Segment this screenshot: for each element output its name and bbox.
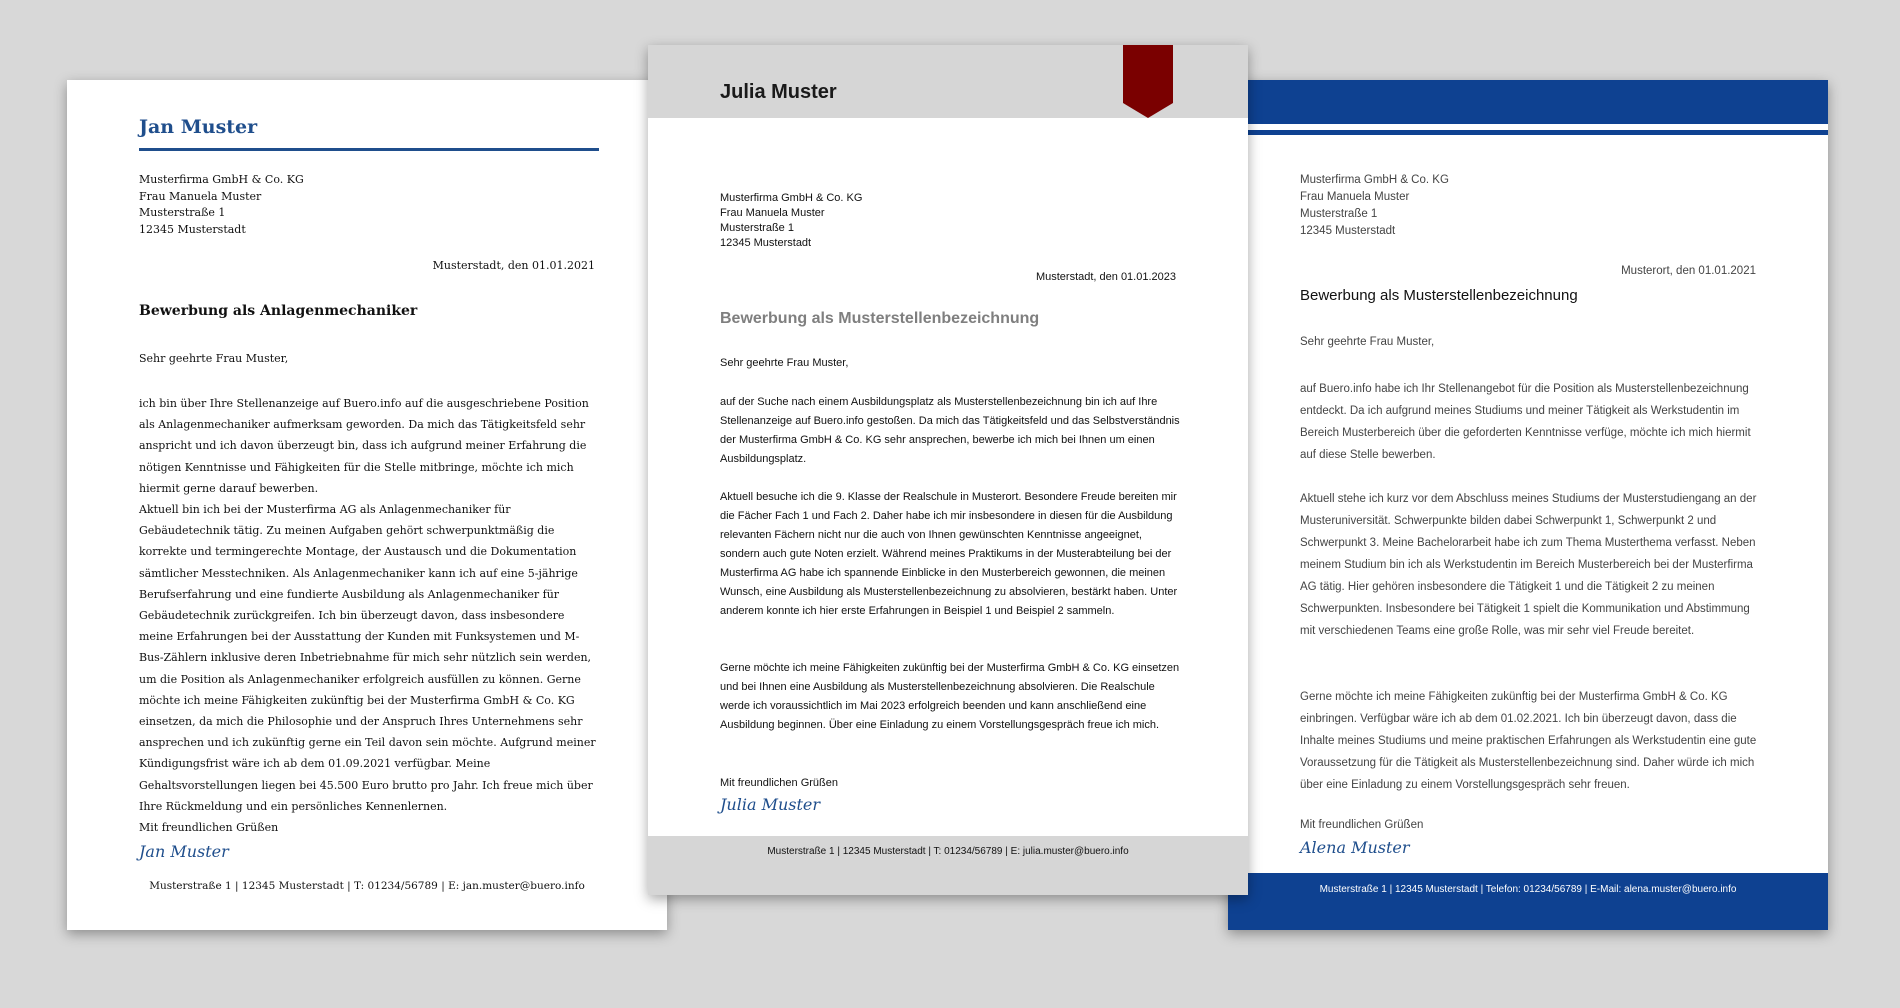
body-paragraph: auf der Suche nach einem Ausbildungsplatz als Musterstellenbezeichnung bin ich auf Ihre Stellenanzeige auf Buero.info gestoßen. Da mich das Tätigkeitsfeld und das Selbstverständnis der Musterfirma GmbH & Co. KG sehr ansprechen, bewerbe ich mich bei Ihnen um einen Ausbildungsplatz. [720, 396, 1180, 465]
recipient-address [1300, 172, 1449, 240]
letter-julia-muster [648, 45, 1248, 895]
letter-subject: Bewerbung als Musterstellenbezeichnung [1300, 287, 1578, 304]
sender-name: Julia Muster [720, 81, 837, 103]
salutation: Sehr geehrte Frau Muster, [1300, 336, 1435, 348]
closing: Mit freundlichen Grüßen [139, 821, 279, 834]
address-line: Musterstraße 1 [1300, 208, 1378, 220]
address-line: Frau Manuela Muster [720, 207, 825, 219]
letter-date: Musterstadt, den 01.01.2023 [1035, 271, 1176, 283]
body-paragraph: Aktuell besuche ich die 9. Klasse der Realschule in Musterort. Besondere Freude bereiten mir die Fächer Fach 1 und Fach 2. Daher habe ich mir insbesondere in diesen für die Ausbildung relevanten Fächern nicht nur die auch von Ihnen gewünschten Kenntnisse angeeignet, sondern auch gute Noten erzielt. Während meines Praktikums in der Musterabteilung bei der Musterfirma AG habe ich spannende Einblicke in den Musterbereich gewonnen, die meinen Wunsch, eine Ausbildung als Musterstellenbezeichnung zu absolvieren, bestärkt haben. Unter anderem konnte ich hier erste Erfahrungen in Beispiel 1 und Beispiel 2 sammeln. [720, 491, 1178, 617]
body-paragraph: ich bin über Ihre Stellenanzeige auf Buero.info auf die ausgeschriebene Position als Anlagenmechaniker aufmerksam geworden. Da mich das Tätigkeitsfeld sehr anspricht und ich davon überzeugt bin, dass ich aufgrund meiner Erfahrung die nötigen Kenntnisse und Fähigkeiten für die Stelle mitbringe, möchte ich mich hiermit gerne darauf bewerben. [139, 397, 589, 495]
address-line: Musterfirma GmbH & Co. KG [1300, 174, 1449, 186]
closing: Mit freundlichen Grüßen [1300, 819, 1424, 831]
footer-band [648, 836, 1248, 895]
body-paragraph: auf Buero.info habe ich Ihr Stellenangebot für die Position als Musterstellenbezeichnung entdeckt. Da ich aufgrund meines Studiums und meiner Tätigkeit als Werkstudentin im Bereich Musterbereich über die geforderten Kenntnisse verfüge, möchte ich mich hiermit auf diese Stelle bewerben. [1300, 383, 1751, 461]
salutation: Sehr geehrte Frau Muster, [720, 357, 849, 369]
address-line: Musterfirma GmbH & Co. KG [720, 192, 863, 204]
address-line: Frau Manuela Muster [1300, 191, 1410, 203]
letter-alena-muster [1228, 80, 1828, 930]
address-line: 12345 Musterstadt [139, 222, 246, 236]
body-paragraph: Aktuell bin ich bei der Musterfirma AG als Anlagenmechaniker für Gebäudetechnik tätig. Zu meinen Aufgaben gehört schwerpunktmäßig die korrekte und termingerechte Montage, der Austausch und die Dokumentation sämtlicher Messtechniken. Als Anlagenmechaniker kann ich auf eine 5-jährige Berufserfahrung und eine fundierte Ausbildung als Anlagenmechaniker für Gebäudetechnik zurückgreifen. Ich bin überzeugt davon, dass insbesondere meine Erfahrungen bei der Ausstattung der Kunden mit Funksystemen und M-Bus-Zählern inklusive deren Inbetriebnahme für mich sehr nützlich sein werden, um die Position als Anlagenmechaniker erfolgreich ausfüllen zu können. Gerne möchte ich meine Fähigkeiten zukünftig bei der Musterfirma GmbH & Co. KG einsetzen, da mich die Philosophie und der Anspruch Ihres Unternehmens sehr ansprechen und ich zukünftig gerne ein Teil davon sein möchte. Aufgrund meiner Kündigungsfrist wäre ich ab dem 01.09.2021 verfügbar. Meine Gehaltsvorstellungen liegen bei 45.500 Euro brutto pro Jahr. Ich freue mich über Ihre Rückmeldung und ein persönliches Kennenlernen. [139, 503, 596, 813]
body-paragraph: Aktuell stehe ich kurz vor dem Abschluss meines Studiums der Musterstudiengang an der Musteruniversität. Schwerpunkte bilden dabei Schwerpunkt 1, Schwerpunkt 2 und Schwerpunkt 3. Meine Bachelorarbeit habe ich zum Thema Musterthema verfasst. Neben meinem Studium bin ich als Werkstudentin im Bereich Musterbereich bei der Musterfirma AG tätig. Hier gehören insbesondere die Tätigkeit 1 und die Tätigkeit 2 zu meinen Schwerpunkten. Insbesondere bei Tätigkeit 1 spielt die Kommunikation und Abstimmung mit verschiedenen Teams eine große Rolle, was mir sehr viel Freude bereitet. [1300, 493, 1757, 637]
header-rule [139, 148, 599, 151]
footer-band [1228, 873, 1828, 930]
body-paragraph: Gerne möchte ich meine Fähigkeiten zukünftig bei der Musterfirma GmbH & Co. KG einbringen. Verfügbar wäre ich ab dem 01.02.2021. Ich bin überzeugt davon, dass die Inhalte meines Studiums und meine praktischen Erfahrungen als Werkstudentin eine gute Voraussetzung für die Tätigkeit als Musterstellenbezeichnung sind. Daher würde ich mich über eine Einladung zu einem Vorstellungsgespräch sehr freuen. [1300, 691, 1757, 791]
letter-jan-muster [67, 80, 667, 930]
body-paragraph: Gerne möchte ich meine Fähigkeiten zukünftig bei der Musterfirma GmbH & Co. KG einsetzen und bei Ihnen eine Ausbildung als Musterstellenbezeichnung absolvieren. Die Realschule werde ich voraussichtlich im Mai 2023 erfolgreich beenden und kann anschließend eine Ausbildung beginnen. Über eine Einladung zu einem Vorstellungsgespräch freue ich mich. [720, 662, 1180, 731]
letter-body [139, 393, 597, 817]
header-band [1228, 80, 1828, 124]
address-line: 12345 Musterstadt [1300, 225, 1396, 237]
letter-subject: Bewerbung als Musterstellenbezeichnung [720, 310, 1040, 327]
letter-footer: Musterstraße 1 | 12345 Musterstadt | T: 01234/56789 | E: julia.muster@buero.info [767, 846, 1129, 857]
address-line: 12345 Musterstadt [720, 237, 812, 249]
letter-footer: Musterstraße 1 | 12345 Musterstadt | T: 01234/56789 | E: jan.muster@buero.info [149, 880, 585, 892]
letter-footer: Musterstraße 1 | 12345 Musterstadt | Telefon: 01234/56789 | E-Mail: alena.muster@buero.info [1319, 884, 1737, 895]
letter-date: Musterort, den 01.01.2021 [1621, 265, 1756, 277]
sender-name: Jan Muster [139, 116, 258, 138]
address-line: Musterfirma GmbH & Co. KG [139, 173, 304, 186]
signature: Alena Muster [1300, 838, 1410, 857]
address-line: Musterstraße 1 [720, 222, 794, 234]
salutation: Sehr geehrte Frau Muster, [139, 352, 289, 365]
address-line: Musterstraße 1 [139, 206, 226, 219]
signature: Julia Muster [720, 795, 821, 814]
recipient-address [139, 172, 304, 238]
letter-date: Musterstadt, den 01.01.2021 [432, 259, 595, 272]
ribbon-bookmark [1123, 45, 1173, 118]
address-line: Frau Manuela Muster [139, 189, 262, 203]
signature: Jan Muster [139, 842, 229, 861]
letter-subject: Bewerbung als Anlagenmechaniker [139, 303, 418, 319]
recipient-address [720, 191, 862, 251]
closing: Mit freundlichen Grüßen [720, 777, 838, 789]
header-stripe [1248, 130, 1828, 135]
